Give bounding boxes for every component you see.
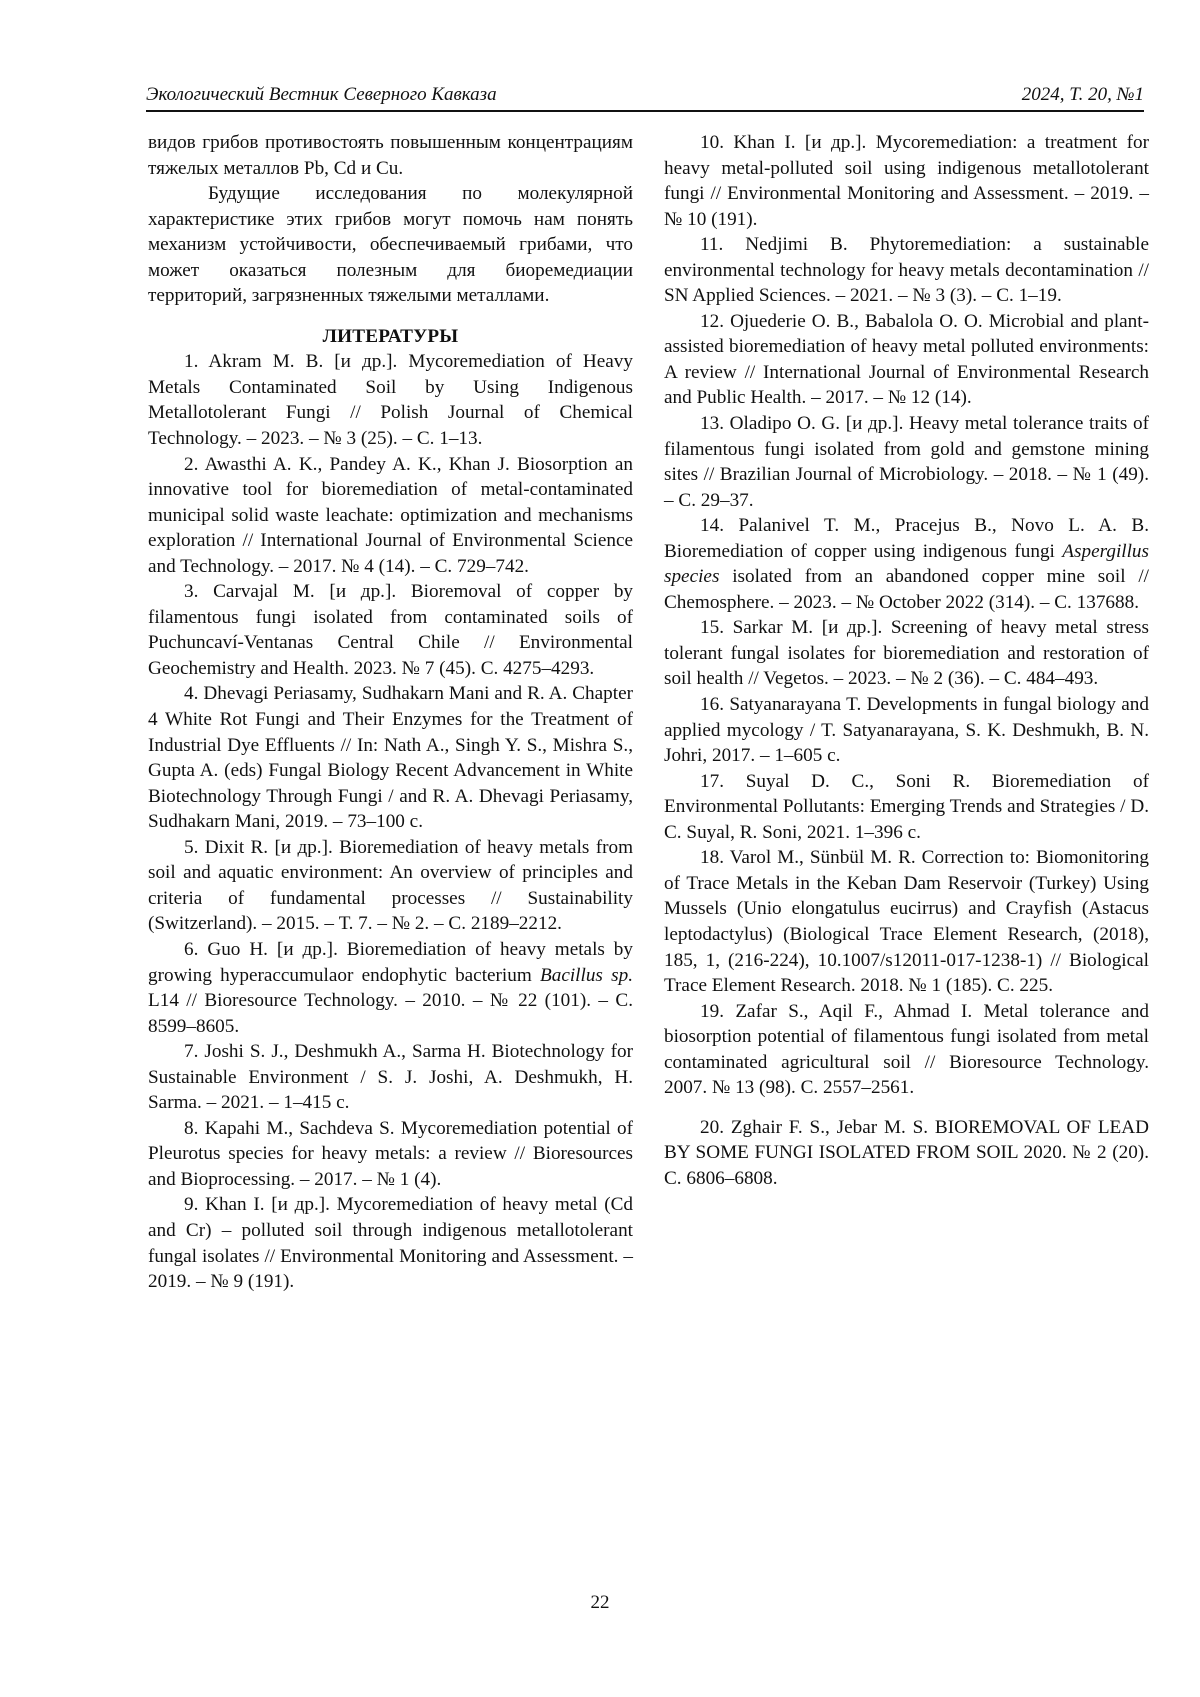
reference-text: Dixit R. [и др.]. Bioremediation of heavy metals from soil and aquatic environment: An overview of principles and criteria of fundamental processes // Sustainability (Switzerland). – 2015. – Т. 7. – № 2. – С. 2189–2212. [148,836,634,935]
reference-item [148,1039,633,1116]
reference-italic: Bacillus sp. [540,964,633,986]
references-heading: ЛИТЕРАТУРЫ [322,325,459,347]
reference-number: 19. [700,1000,724,1022]
reference-number: 14. [700,515,724,537]
reference-text: Khan I. [и др.]. Mycoremediation: a treatment for heavy metal-polluted soil using indigenous metallotolerant fungi // Environmental Monitoring and Assessment. – 2019. – № 10 (191). [664,132,1149,230]
reference-number: 8. [184,1117,199,1139]
reference-item [148,1116,633,1193]
reference-text: Ojuederie O. B., Babalola O. O. Microbial and plant-assisted bioremediation of heavy metal polluted environments: A review // International Journal of Environmental Research and Public Health. – 2017. – № 12 (14). [664,310,1149,409]
reference-text: Sarkar M. [и др.]. Screening of heavy metal stress tolerant fungal isolates for bioremediation and restoration of soil health // Vegetos. – 2023. – № 2 (36). – С. 484–493. [664,617,1149,690]
reference-text: Suyal D. C., Soni R. Bioremediation of Environmental Pollutants: Emerging Trends and Strategies / D. C. Suyal, R. Soni, 2021. 1–396 с. [664,770,1149,843]
reference-item [148,1192,633,1294]
reference-number: 9. [184,1194,199,1216]
reference-text: Dhevagi Periasamy, Sudhakarn Mani and R. A. Chapter 4 White Rot Fungi and Their Enzymes for the Treatment of Industrial Dye Effluents // In: Nath A., Singh Y. S., Mishra S., Gupta A. (eds) Fungal Biology Recent Advancement in White Biotechnology Through Fungi / and R. A. Dhevagi Periasamy, Sudhakarn Mani, 2019. – 73–100 с. [148,683,633,833]
reference-item [664,615,1149,692]
reference-text: Guo H. [и др.]. Bioremediation of heavy metals by growing hyperaccumulaor endophytic bacterium [148,938,633,986]
reference-item [148,452,633,580]
left-column [148,130,633,1295]
reference-item [664,999,1149,1101]
reference-number: 17. [700,770,724,792]
reference-number: 6. [184,938,199,960]
reference-text: Zafar S., Aqil F., Ahmad I. Metal tolerance and biosorption potential of filamentous fungi isolated from metal contaminated agricultural soil // Bioresource Technology. 2007. № 13 (98). С. 2557–2561. [664,1000,1150,1099]
reference-text: Kapahi M., Sachdeva S. Mycoremediation potential of Pleurotus species for heavy metals: a review // Bioresources and Bioprocessing. – 2017. – № 1 (4). [148,1117,633,1190]
reference-number: 15. [700,617,724,639]
reference-text: L14 // Bioresource Technology. – 2010. – № 22 (101). – С. 8599–8605. [148,990,633,1037]
reference-text: Awasthi A. K., Pandey A. K., Khan J. Biosorption an innovative tool for bioremediation of metal-contaminated municipal solid waste leachate: optimization and mechanisms exploration // International Journal of Environmental Science and Technology. – 2017. № 4 (14). – С. 729–742. [148,453,633,577]
reference-number: 20. [700,1116,724,1138]
reference-number: 11. [700,234,724,256]
right-column [664,130,1149,1191]
reference-number: 13. [700,413,724,435]
reference-number: 7. [184,1041,199,1063]
running-header [146,84,1144,112]
reference-number: 12. [700,310,724,332]
reference-text: Satyanarayana T. Developments in fungal biology and applied mycology / T. Satyanarayana, S. K. Deshmukh, B. N. Johri, 2017. – 1–605 с. [664,694,1149,767]
reference-item [148,579,633,681]
body-paragraph: видов грибов противостоять повышенным концентрациям тяжелых металлов Pb, Cd и Cu. [148,132,633,179]
reference-text: isolated from an abandoned copper mine soil // Chemosphere. – 2023. – № October 2022 (314). – С. 137688. [664,566,1149,613]
reference-text: Carvajal M. [и др.]. Bioremoval of copper by filamentous fungi isolated from contaminated soils of Puchuncaví-Ventanas Central Chile // Environmental Geochemistry and Health. 2023. № 7 (45). С. 4275–4293. [148,581,634,679]
reference-text: Joshi S. J., Deshmukh A., Sarma H. Biotechnology for Sustainable Environment / S. J. Joshi, A. Deshmukh, H. Sarma. – 2021. – 1–415 с. [148,1041,633,1114]
reference-item [664,1115,1149,1192]
reference-item [664,309,1149,411]
reference-text: Palanivel T. M., Pracejus B., Novo L. A. B. Bioremediation of copper using indigenous fungi [664,515,1149,562]
reference-text: Nedjimi B. Phytoremediation: a sustainable environmental technology for heavy metals decontamination // SN Applied Sciences. – 2021. – № 3 (3). – С. 1–19. [664,234,1150,307]
reference-item [148,349,633,451]
reference-number: 1. [184,351,199,373]
reference-item [664,411,1149,513]
reference-italic: Aspergillus species [664,540,1149,588]
reference-number: 18. [700,847,724,869]
reference-text: Zghair F. S., Jebar M. S. BIOREMOVAL OF LEAD BY SOME FUNGI ISOLATED FROM SOIL 2020. № 2 (20). С. 6806–6808. [664,1116,1149,1189]
reference-item [148,937,633,1039]
reference-number: 4. [184,683,199,705]
reference-item [148,835,633,937]
reference-item [664,769,1149,846]
reference-text: Khan I. [и др.]. Mycoremediation of heavy metal (Cd and Cr) – polluted soil through indigenous metallotolerant fungal isolates // Environmental Monitoring and Assessment. – 2019. – № 9 (191). [148,1194,634,1293]
body-paragraph: Будущие исследования по молекулярной характеристике этих грибов могут помочь нам понять механизм устойчивости, обеспечиваемый грибами, что может оказаться полезным для биоремедиации территорий, загрязненных тяжелыми металлами. [148,183,633,307]
reference-item [664,130,1149,232]
reference-item [664,513,1149,615]
reference-text: Varol M., Sünbül M. R. Correction to: Biomonitoring of Trace Metals in the Keban Dam Reservoir (Turkey) Using Mussels (Unio elongatulus eucirrus) and Crayfish (Astacus leptodactylus) (Biological Trace Element Research, (2018), 185, 1, (216-224), 10.1007/s12011-017-1238-1) // Biological Trace Element Research. 2018. № 1 (185). С. 225. [664,847,1149,997]
reference-item [664,692,1149,769]
reference-number: 16. [700,694,724,716]
reference-text: Akram M. B. [и др.]. Mycoremediation of Heavy Metals Contaminated Soil by Using Indigenous Metallotolerant Fungi // Polish Journal of Chemical Technology. – 2023. – № 3 (25). – С. 1–13. [148,351,633,450]
reference-item [148,681,633,834]
issue-info: 2024, Т. 20, №1 [1021,84,1144,105]
reference-item [664,845,1149,998]
reference-number: 3. [184,581,199,603]
reference-number: 2. [184,453,199,475]
page-number: 22 [590,1592,610,1613]
reference-number: 10. [700,132,724,153]
reference-item [664,232,1149,309]
journal-title: Экологический Вестник Северного Кавказа [146,84,497,105]
reference-text: Oladipo O. G. [и др.]. Heavy metal tolerance traits of filamentous fungi isolated from gold and gemstone mining sites // Brazilian Journal of Microbiology. – 2018. – № 1 (49). – С. 29–37. [664,413,1149,511]
reference-number: 5. [184,836,199,858]
